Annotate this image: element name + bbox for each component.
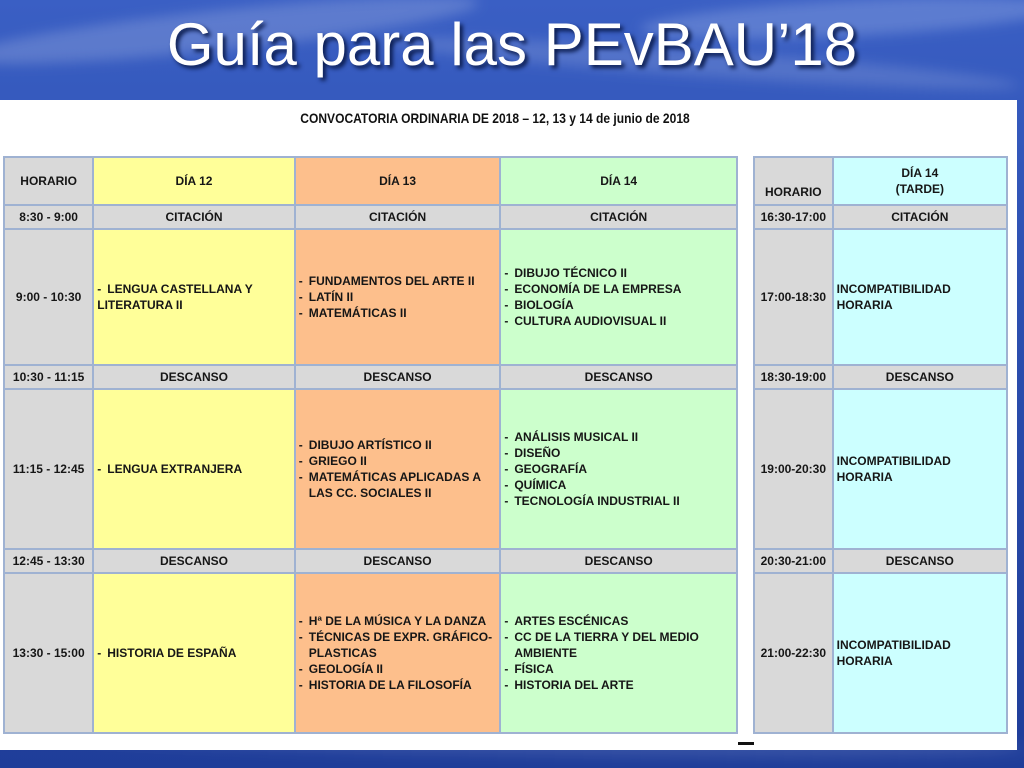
exam-row (754, 573, 1007, 733)
time-slot: 16:30-17:00 (754, 205, 833, 229)
break-label: DESCANSO (295, 365, 501, 389)
subject-line: - LENGUA EXTRANJERA (97, 462, 243, 476)
break-label: DESCANSO (500, 549, 737, 573)
exam-row (4, 573, 737, 733)
time-slot: 18:30-19:00 (754, 365, 833, 389)
day-12-subjects (93, 229, 295, 365)
day-12-subjects (93, 389, 295, 549)
break-label: DESCANSO (833, 549, 1007, 573)
subject-line: - ARTES ESCÉNICAS (504, 614, 629, 628)
subject-line: - BIOLOGÍA (504, 298, 574, 312)
day-14-subjects (500, 573, 737, 733)
subject-line: - GEOLOGÍA II (298, 662, 384, 676)
break-row (754, 549, 1007, 573)
afternoon-note: INCOMPATIBILIDAD HORARIA (833, 573, 1007, 733)
header-row (4, 157, 737, 205)
break-label: DESCANSO (93, 365, 295, 389)
schedule-subtitle: CONVOCATORIA ORDINARIA DE 2018 – 12, 13 y 14 de junio de 2018 (300, 110, 690, 126)
time-slot: 19:00-20:30 (754, 389, 833, 549)
subject-line: - DIBUJO TÉCNICO II (504, 266, 628, 280)
header-day-12: DÍA 12 (93, 157, 295, 205)
break-label: CITACIÓN (833, 205, 1007, 229)
time-slot: 20:30-21:00 (754, 549, 833, 573)
time-slot: 8:30 - 9:00 (4, 205, 93, 229)
subject-line: LITERATURA II (97, 298, 183, 312)
header-horario: HORARIO (4, 157, 93, 205)
day-14-subjects (500, 389, 737, 549)
time-slot: 10:30 - 11:15 (4, 365, 93, 389)
day-13-subjects (295, 389, 501, 549)
subject-line: LAS CC. SOCIALES II (308, 486, 432, 500)
subject-line: - CULTURA AUDIOVISUAL II (504, 314, 667, 328)
time-slot: 11:15 - 12:45 (4, 389, 93, 549)
subject-line: - GEOGRAFÍA (504, 462, 587, 476)
break-label: DESCANSO (93, 549, 295, 573)
header-horario: HORARIO (754, 157, 833, 205)
header-day-14: DÍA 14 (500, 157, 737, 205)
subject-line: - HISTORIA DE ESPAÑA (97, 646, 237, 660)
break-row (4, 205, 737, 229)
text-cursor-mark (738, 742, 754, 745)
break-row (754, 365, 1007, 389)
day-13-subjects (295, 573, 501, 733)
break-row (4, 365, 737, 389)
subject-line: - ECONOMÍA DE LA EMPRESA (504, 282, 682, 296)
time-slot: 21:00-22:30 (754, 573, 833, 733)
header-day-13: DÍA 13 (295, 157, 501, 205)
subject-line: - MATEMÁTICAS APLICADAS A (298, 470, 481, 484)
subject-line: - TECNOLOGÍA INDUSTRIAL II (504, 494, 680, 508)
schedule-image (0, 100, 1017, 750)
time-slot: 17:00-18:30 (754, 229, 833, 365)
subject-line: - ANÁLISIS MUSICAL II (504, 430, 639, 444)
subject-line: - TÉCNICAS DE EXPR. GRÁFICO- (298, 630, 493, 644)
header-row (754, 157, 1007, 205)
day-13-subjects (295, 229, 501, 365)
subject-line: - MATEMÁTICAS II (298, 306, 407, 320)
subject-line: - HISTORIA DEL ARTE (504, 678, 634, 692)
subject-line: - Hª DE LA MÚSICA Y LA DANZA (298, 614, 487, 628)
break-label: DESCANSO (500, 365, 737, 389)
day-12-subjects (93, 573, 295, 733)
exam-row (4, 229, 737, 365)
day-14-subjects (500, 229, 737, 365)
subject-line: - LENGUA CASTELLANA Y (97, 282, 253, 296)
slide-title: Guía para las PEvBAU’18 (166, 11, 858, 78)
break-label: CITACIÓN (295, 205, 501, 229)
subject-line: AMBIENTE (514, 646, 577, 660)
subject-line: - GRIEGO II (298, 454, 367, 468)
main-schedule-table (3, 156, 738, 734)
break-label: DESCANSO (295, 549, 501, 573)
break-label: CITACIÓN (500, 205, 737, 229)
subject-line: - FUNDAMENTOS DEL ARTE II (298, 274, 475, 288)
afternoon-schedule-table (753, 156, 1008, 734)
exam-row (754, 389, 1007, 549)
break-row (4, 549, 737, 573)
afternoon-note: INCOMPATIBILIDAD HORARIA (833, 229, 1007, 365)
subject-line: - LATÍN II (298, 290, 354, 304)
break-row (754, 205, 1007, 229)
break-label: CITACIÓN (93, 205, 295, 229)
break-label: DESCANSO (833, 365, 1007, 389)
exam-row (754, 229, 1007, 365)
header-day-14-tarde: DÍA 14 (TARDE) (833, 157, 1007, 205)
subject-line: - CC DE LA TIERRA Y DEL MEDIO (504, 630, 699, 644)
subject-line: PLASTICAS (308, 646, 377, 660)
subject-line: - DIBUJO ARTÍSTICO II (298, 438, 432, 452)
time-slot: 13:30 - 15:00 (4, 573, 93, 733)
subject-line: - DISEÑO (504, 446, 561, 460)
time-slot: 12:45 - 13:30 (4, 549, 93, 573)
subject-line: - QUÍMICA (504, 478, 567, 492)
exam-row (4, 389, 737, 549)
time-slot: 9:00 - 10:30 (4, 229, 93, 365)
subject-line: - HISTORIA DE LA FILOSOFÍA (298, 678, 472, 692)
afternoon-note: INCOMPATIBILIDAD HORARIA (833, 389, 1007, 549)
subject-line: - FÍSICA (504, 662, 554, 676)
